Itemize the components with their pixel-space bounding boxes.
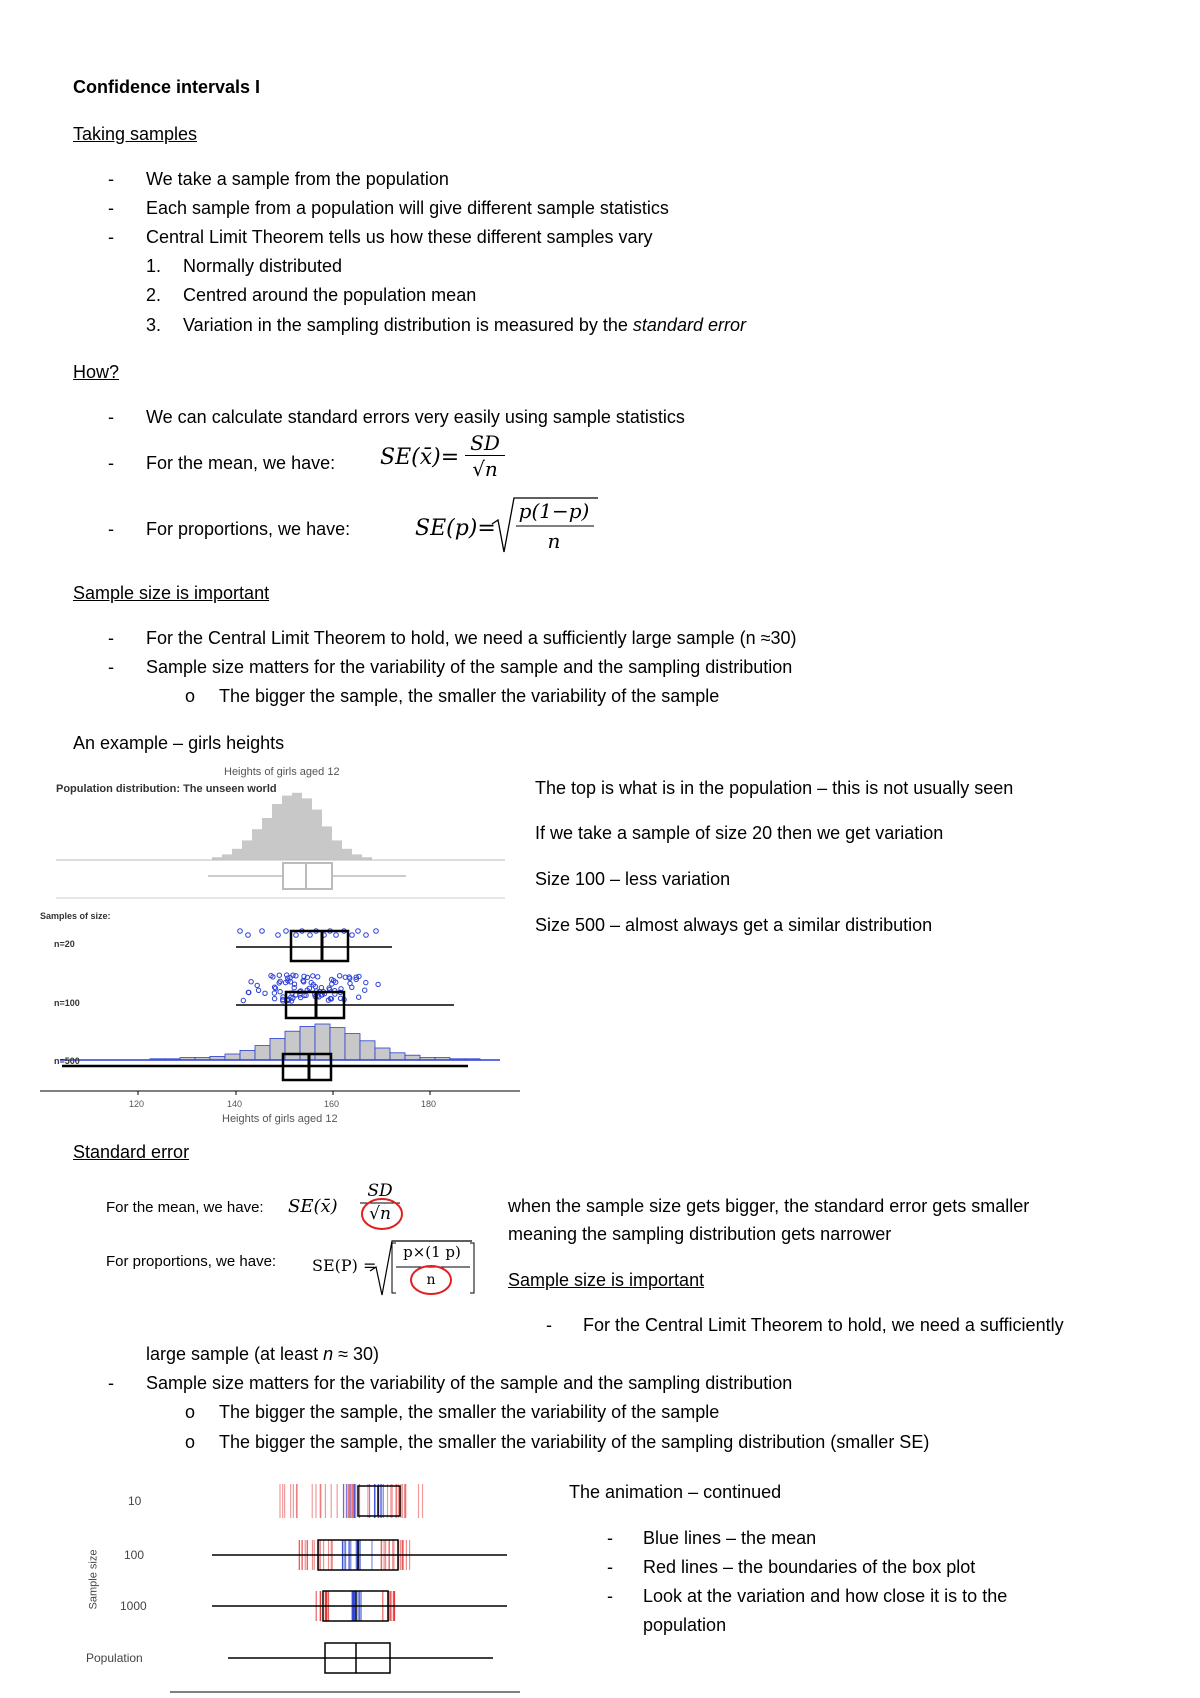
- row-label: n=20: [54, 939, 75, 949]
- page-title: Confidence intervals I: [73, 77, 261, 97]
- formula-img-prop-lhs: SE(P) =: [312, 1256, 377, 1275]
- histogram-bar: [360, 1041, 375, 1060]
- histogram-bar: [375, 1048, 390, 1060]
- sample-point: [277, 973, 281, 977]
- histogram-bar: [352, 854, 362, 860]
- bullet-dash: -: [108, 169, 114, 189]
- se-sample-size-heading: Sample size is important: [508, 1270, 705, 1290]
- bullet-text: For proportions, we have:: [146, 519, 351, 539]
- histogram-bar: [302, 798, 312, 860]
- histogram-bar: [292, 793, 302, 860]
- histogram-bar: [242, 840, 252, 860]
- sample-point: [249, 980, 253, 984]
- sample-point: [311, 974, 315, 978]
- sample-point: [255, 983, 259, 987]
- tick-label: 160: [324, 1099, 340, 1109]
- sub-bullet-o: o: [185, 686, 196, 706]
- figure2-ylabel: Sample size: [87, 1549, 100, 1610]
- section-heading-standard-error: Standard error: [73, 1142, 190, 1162]
- list-number: 1.: [146, 256, 162, 276]
- bullet-text: Red lines – the boundaries of the box plot: [643, 1557, 976, 1577]
- formula-img-mean-num: SD: [367, 1183, 393, 1201]
- sample-point: [238, 929, 243, 934]
- bullet-text: Sample size matters for the variability of the sample and the sampling distribution: [146, 1373, 793, 1393]
- bullet-dash: -: [108, 453, 114, 473]
- histogram-bar: [332, 840, 342, 860]
- bullet-dash: -: [108, 198, 114, 218]
- sample-point: [364, 980, 368, 984]
- sample-point: [319, 985, 323, 989]
- sample-point: [294, 933, 299, 938]
- sub-bullet-o: o: [185, 1432, 196, 1452]
- fraction-bar: [465, 455, 505, 456]
- sample-point: [356, 929, 361, 934]
- histogram-bar: [285, 1031, 300, 1060]
- bullet-dash: -: [607, 1586, 613, 1606]
- list-item: Normally distributed: [183, 256, 343, 276]
- formula-prop-label: For proportions, we have:: [106, 1253, 277, 1270]
- section-heading-sample-size: Sample size is important: [73, 583, 270, 603]
- sample-point: [374, 929, 379, 934]
- formula-img-prop-num: p×(1 p): [403, 1243, 461, 1261]
- list-item: Variation in the sampling distribution is measured by the standard error: [183, 315, 746, 335]
- sample-point: [276, 933, 281, 938]
- sub-bullet-text: The bigger the sample, the smaller the variability of the sampling distribution (smaller SE): [219, 1432, 930, 1452]
- figure-animation-boxplots: [80, 1478, 540, 1696]
- note-text: The top is what is in the population – this is not usually seen: [535, 778, 1014, 798]
- figure-plot: [40, 763, 520, 1128]
- sample-point: [350, 985, 354, 989]
- sample-point: [364, 933, 369, 938]
- sample-point: [338, 974, 342, 978]
- sample-point: [316, 975, 320, 979]
- sample-point: [278, 990, 282, 994]
- histogram-bar: [312, 810, 322, 860]
- histogram-bar: [255, 1046, 270, 1060]
- animation-heading: The animation – continued: [569, 1482, 782, 1502]
- histogram-bar: [262, 818, 272, 860]
- bullet-text: Sample size matters for the variability of the sample and the sampling distribution: [146, 657, 793, 677]
- sample-point: [291, 973, 295, 977]
- highlight-circle: [411, 1266, 451, 1294]
- figure-title: Heights of girls aged 12: [224, 766, 340, 778]
- histogram-bar: [282, 796, 292, 860]
- row-label: n=500: [54, 1056, 80, 1066]
- bullet-text-cont: population: [643, 1615, 727, 1635]
- bullet-dash: -: [108, 628, 114, 648]
- formula-se-mean-lhs: SE(x̄)=: [380, 445, 460, 470]
- tick-label: 180: [421, 1099, 437, 1109]
- histogram-bar: [222, 854, 232, 860]
- bullet-dash: -: [607, 1528, 613, 1548]
- bullet-dash: -: [546, 1315, 552, 1335]
- bullet-text: We take a sample from the population: [146, 169, 449, 189]
- bullet-dash: -: [108, 407, 114, 427]
- bullet-text: Central Limit Theorem tells us how these different samples vary: [146, 227, 653, 247]
- row-label: n=100: [54, 998, 80, 1008]
- histogram-bar: [322, 826, 332, 860]
- sub-bullet-o: o: [185, 1402, 196, 1422]
- note-text: If we take a sample of size 20 then we get variation: [535, 823, 944, 843]
- bullet-dash: -: [108, 227, 114, 247]
- figure-population-label: Population distribution: The unseen world: [56, 783, 277, 795]
- section-heading-example: An example – girls heights: [73, 733, 285, 753]
- row-label: 1000: [120, 1599, 147, 1613]
- sample-point: [260, 929, 265, 934]
- sample-point: [308, 933, 313, 938]
- sample-point: [272, 991, 276, 995]
- figure-se-formulas: [100, 1183, 490, 1308]
- histogram-bar: [342, 849, 352, 860]
- sample-point: [263, 991, 267, 995]
- bullet-text: Each sample from a population will give different sample statistics: [146, 198, 669, 218]
- row-label: 10: [128, 1494, 142, 1508]
- histogram-bar: [390, 1053, 405, 1060]
- bullet-dash: -: [108, 1373, 114, 1393]
- list-item: Centred around the population mean: [183, 285, 477, 305]
- sample-point: [350, 933, 355, 938]
- formula-se-prop-numerator: p(1−p): [518, 499, 590, 523]
- sample-point: [357, 995, 361, 999]
- tick-label: 120: [129, 1099, 145, 1109]
- figure-girls-heights: [40, 763, 520, 1128]
- row-label: 100: [124, 1548, 145, 1562]
- histogram-bar: [232, 849, 242, 860]
- histogram-bar: [252, 829, 262, 860]
- sample-point: [376, 982, 380, 986]
- histogram-bar: [225, 1054, 240, 1060]
- sample-point: [272, 997, 276, 1001]
- sample-point: [241, 998, 245, 1002]
- histogram-bar: [345, 1034, 360, 1060]
- histogram-bar: [272, 804, 282, 860]
- list-number: 2.: [146, 285, 162, 305]
- formula-mean-label: For the mean, we have:: [106, 1199, 264, 1216]
- formula-img-prop-den: n: [426, 1272, 436, 1288]
- bullet-text: For the mean, we have:: [146, 453, 336, 473]
- bullet-text-cont: large sample (at least n ≈ 30): [146, 1344, 380, 1364]
- bullet-dash: -: [607, 1557, 613, 1577]
- bullet-text: We can calculate standard errors very easily using sample statistics: [146, 407, 685, 427]
- bullet-text: For the Central Limit Theorem to hold, we need a sufficiently: [583, 1315, 1064, 1335]
- note-text: Size 500 – almost always get a similar distribution: [535, 915, 933, 935]
- bullet-text: For the Central Limit Theorem to hold, we need a sufficiently large sample (n ≈30): [146, 628, 797, 648]
- sub-bullet-text: The bigger the sample, the smaller the variability of the sample: [219, 1402, 720, 1422]
- note-text: Size 100 – less variation: [535, 869, 731, 889]
- bullet-text: Blue lines – the mean: [643, 1528, 817, 1548]
- figure-xlabel: Heights of girls aged 12: [222, 1113, 338, 1125]
- bullet-dash: -: [108, 519, 114, 539]
- section-heading-how: How?: [73, 362, 120, 382]
- formula-se-prop-denominator: n: [547, 529, 561, 553]
- sample-point: [256, 988, 260, 992]
- figure-samples-label: Samples of size:: [40, 911, 111, 921]
- sample-point: [334, 933, 339, 938]
- formula-se-prop-lhs: SE(p)=: [415, 516, 496, 541]
- sample-point: [363, 988, 367, 992]
- formula-se-mean-denominator: √n: [472, 457, 498, 481]
- tick-label: 140: [227, 1099, 243, 1109]
- section-heading-taking-samples: Taking samples: [73, 124, 198, 144]
- se-desc-line1: when the sample size gets bigger, the standard error gets smaller: [508, 1196, 1030, 1216]
- bullet-text: Look at the variation and how close it is to the: [643, 1586, 1008, 1606]
- bullet-dash: -: [108, 657, 114, 677]
- sub-bullet-text: The bigger the sample, the smaller the variability of the sample: [219, 686, 720, 706]
- histogram-bar: [240, 1050, 255, 1060]
- formula-img-mean-den: √n: [369, 1204, 391, 1224]
- formula-se-mean-numerator: SD: [470, 431, 500, 455]
- list-number: 3.: [146, 315, 162, 335]
- se-desc-line2: meaning the sampling distribution gets narrower: [508, 1224, 892, 1244]
- row-label: Population: [86, 1651, 143, 1665]
- sample-point: [246, 933, 251, 938]
- formula-img-mean-lhs: SE(x̄): [288, 1196, 338, 1217]
- sample-point: [284, 929, 289, 934]
- figure2-plot: [80, 1478, 540, 1696]
